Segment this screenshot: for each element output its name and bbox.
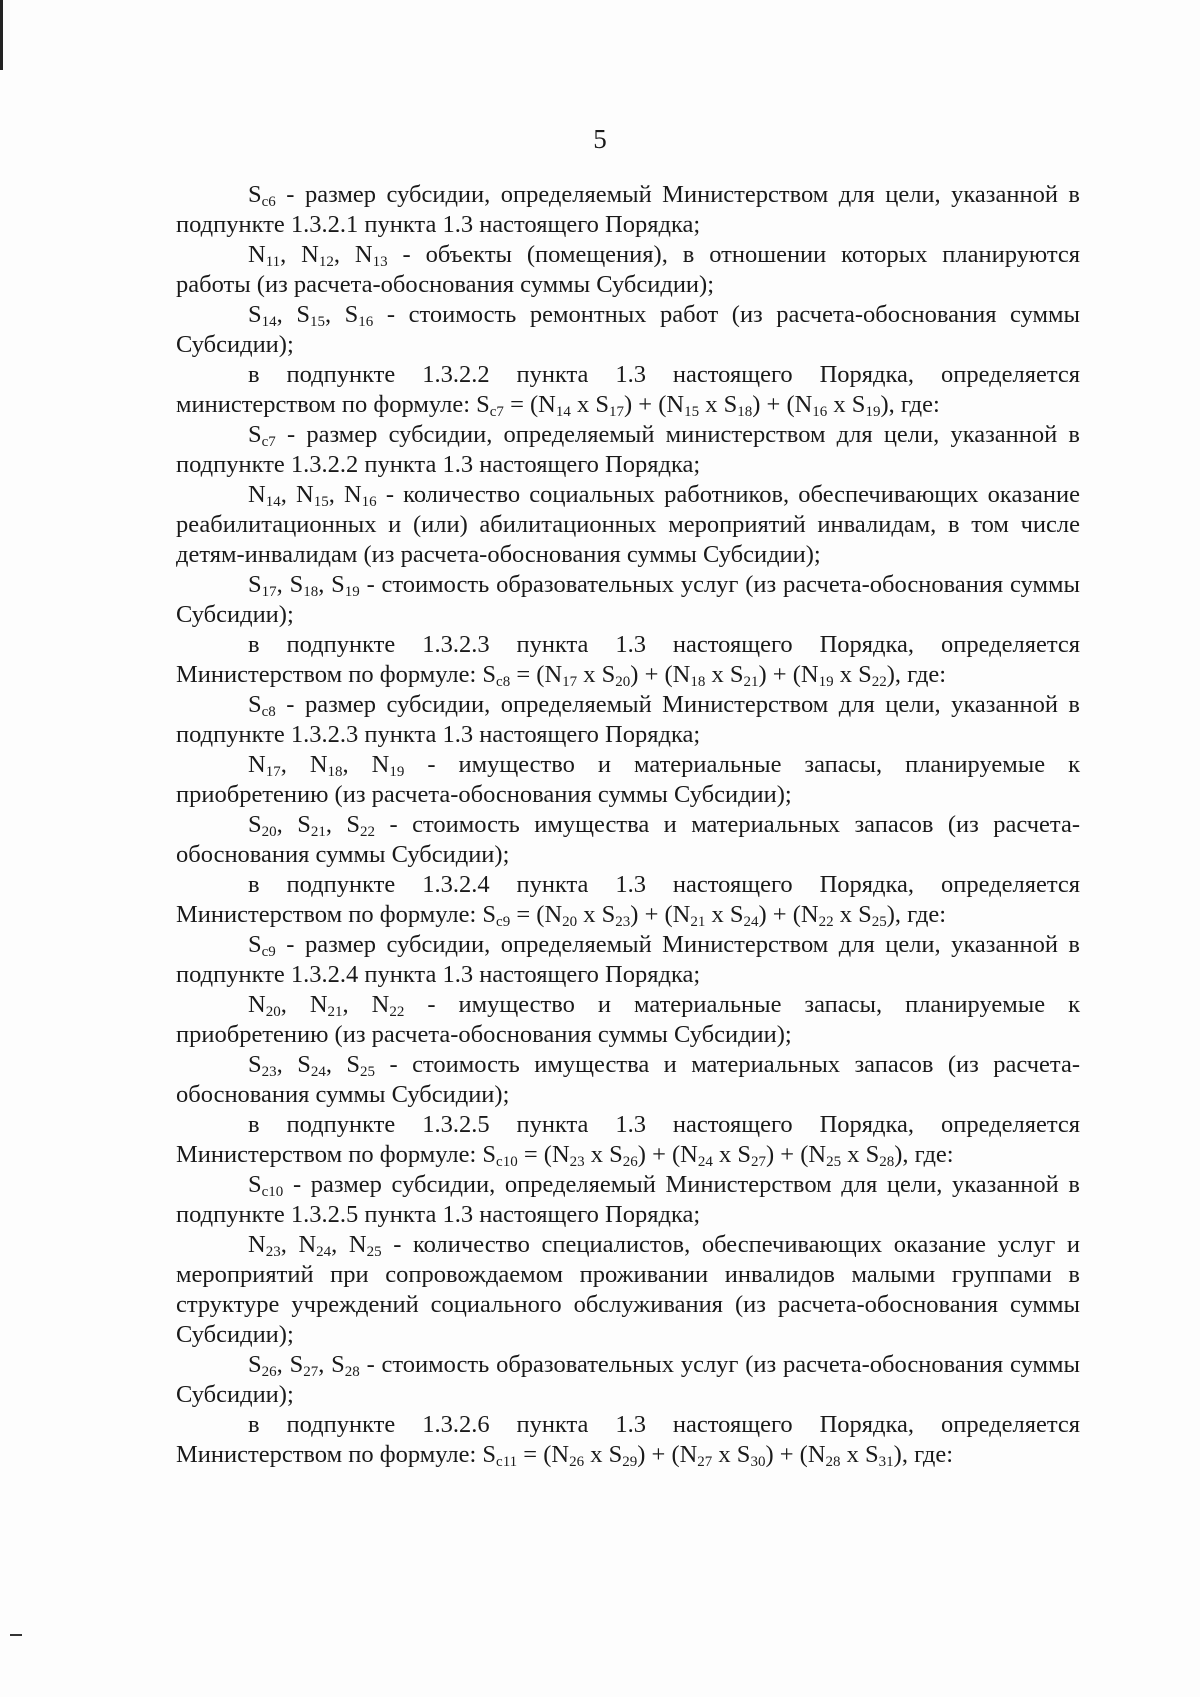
subscript: 24 bbox=[316, 1244, 332, 1260]
paragraph bbox=[176, 1170, 1080, 1230]
subscript: 27 bbox=[303, 1364, 319, 1380]
text-segment: - размер субсидии, определяемый Министерством для цели, указанной в подпункте 1.3.2.3 пункта 1.3 настоящего Порядка; bbox=[176, 691, 1080, 748]
text-segment: ), где: bbox=[894, 1141, 954, 1168]
subscript: c11 bbox=[496, 1454, 518, 1470]
subscript: 17 bbox=[261, 584, 277, 600]
text-segment: , N bbox=[280, 991, 328, 1018]
text-segment: - стоимость имущества и материальных запасов (из расчета-обоснования суммы Субсидии); bbox=[176, 811, 1080, 868]
paragraph bbox=[176, 240, 1080, 300]
subscript: 21 bbox=[690, 914, 706, 930]
text-segment: x S bbox=[841, 1141, 880, 1168]
subscript: 13 bbox=[372, 254, 388, 270]
text-segment: - имущество и материальные запасы, планируемые к приобретению (из расчета-обоснования суммы Субсидии); bbox=[176, 751, 1080, 808]
text-segment: ), где: bbox=[886, 661, 947, 688]
text-segment: , N bbox=[280, 241, 319, 268]
paragraph bbox=[176, 630, 1080, 690]
text-segment: x S bbox=[840, 1441, 879, 1468]
subscript: 14 bbox=[265, 494, 281, 510]
subscript: 21 bbox=[327, 1004, 343, 1020]
subscript: 20 bbox=[615, 674, 631, 690]
subscript: 20 bbox=[265, 1004, 281, 1020]
subscript: 16 bbox=[812, 404, 828, 420]
text-segment: ) + (N bbox=[765, 1441, 826, 1468]
text-segment: в подпункте 1.3.2.2 пункта 1.3 настоящего Порядка, определяется министерством по формуле: S bbox=[176, 361, 1080, 418]
text-segment: в подпункте 1.3.2.6 пункта 1.3 настоящего Порядка, определяется Министерством по формуле: S bbox=[176, 1411, 1080, 1468]
paragraph bbox=[176, 690, 1080, 750]
text-segment: , N bbox=[280, 751, 328, 778]
text-segment: - размер субсидии, определяемый Министерством для цели, указанной в подпункте 1.3.2.1 пункта 1.3 настоящего Порядка; bbox=[176, 181, 1080, 238]
text-segment: S bbox=[248, 421, 262, 448]
subscript: 21 bbox=[743, 674, 759, 690]
text-segment: - стоимость ремонтных работ (из расчета-обоснования суммы Субсидии); bbox=[176, 301, 1080, 358]
subscript: 28 bbox=[825, 1454, 841, 1470]
paragraph bbox=[176, 1350, 1080, 1410]
text-segment: , S bbox=[276, 571, 304, 598]
paragraph bbox=[176, 180, 1080, 240]
paragraph bbox=[176, 810, 1080, 870]
subscript: 24 bbox=[697, 1154, 713, 1170]
subscript: 26 bbox=[622, 1154, 638, 1170]
text-segment: ), где: bbox=[880, 391, 940, 418]
subscript: 17 bbox=[265, 764, 281, 780]
subscript: 24 bbox=[310, 1064, 326, 1080]
paragraph bbox=[176, 420, 1080, 480]
subscript: 14 bbox=[555, 404, 571, 420]
subscript: 22 bbox=[818, 914, 834, 930]
scan-margin-mark bbox=[10, 1634, 22, 1636]
text-segment: , S bbox=[276, 301, 310, 328]
paragraph bbox=[176, 360, 1080, 420]
text-segment: ) + (N bbox=[637, 1441, 698, 1468]
text-segment: ) + (N bbox=[752, 391, 813, 418]
subscript: 28 bbox=[879, 1154, 895, 1170]
text-segment: ) + (N bbox=[758, 661, 819, 688]
subscript: 19 bbox=[865, 404, 881, 420]
text-segment: ) + (N bbox=[758, 901, 819, 928]
text-segment: в подпункте 1.3.2.5 пункта 1.3 настоящего Порядка, определяется Министерством по формуле: S bbox=[176, 1111, 1080, 1168]
text-segment: N bbox=[248, 751, 266, 778]
text-segment: , S bbox=[276, 1051, 311, 1078]
text-segment: S bbox=[248, 1051, 262, 1078]
subscript: 20 bbox=[261, 824, 277, 840]
text-segment: S bbox=[248, 811, 262, 838]
subscript: 23 bbox=[261, 1064, 277, 1080]
text-segment: , N bbox=[328, 481, 362, 508]
subscript: 23 bbox=[569, 1154, 585, 1170]
subscript: 29 bbox=[622, 1454, 638, 1470]
paragraph bbox=[176, 300, 1080, 360]
subscript: 22 bbox=[871, 674, 887, 690]
text-segment: x S bbox=[833, 901, 872, 928]
text-segment: x S bbox=[705, 901, 744, 928]
subscript: 18 bbox=[327, 764, 343, 780]
text-segment: , S bbox=[276, 811, 311, 838]
paragraph bbox=[176, 1050, 1080, 1110]
subscript: 23 bbox=[615, 914, 631, 930]
subscript: c9 bbox=[261, 944, 276, 960]
text-segment: - размер субсидии, определяемый министерством для цели, указанной в подпункте 1.3.2.2 пункта 1.3 настоящего Порядка; bbox=[176, 421, 1080, 478]
text-segment: ), где: bbox=[886, 901, 947, 928]
text-segment: x S bbox=[577, 661, 616, 688]
text-segment: N bbox=[248, 241, 266, 268]
subscript: 26 bbox=[569, 1454, 585, 1470]
text-segment: в подпункте 1.3.2.3 пункта 1.3 настоящего Порядка, определяется Министерством по формуле: S bbox=[176, 631, 1080, 688]
subscript: 30 bbox=[750, 1454, 766, 1470]
subscript: 18 bbox=[737, 404, 753, 420]
paragraph bbox=[176, 1410, 1080, 1470]
subscript: 22 bbox=[389, 1004, 405, 1020]
text-segment: , S bbox=[318, 571, 345, 598]
text-segment: S bbox=[248, 301, 262, 328]
subscript: 16 bbox=[358, 314, 374, 330]
text-segment: , N bbox=[342, 751, 390, 778]
subscript: 28 bbox=[344, 1364, 360, 1380]
text-segment: - количество социальных работников, обеспечивающих оказание реабилитационных и (или) абилитационных мероприятий инвалидам, в том числе детям-инвалидам (из расчета-обоснования суммы Субсидии); bbox=[176, 481, 1080, 568]
text-segment: S bbox=[248, 1351, 262, 1378]
text-segment: , N bbox=[333, 241, 373, 268]
subscript: 20 bbox=[562, 914, 578, 930]
text-segment: x S bbox=[699, 391, 738, 418]
text-segment: ) + (N bbox=[624, 391, 685, 418]
text-segment: = (N bbox=[510, 661, 563, 688]
text-segment: - имущество и материальные запасы, планируемые к приобретению (из расчета-обоснования суммы Субсидии); bbox=[176, 991, 1080, 1048]
subscript: 25 bbox=[366, 1244, 382, 1260]
text-segment: ) + (N bbox=[630, 661, 691, 688]
subscript: c6 bbox=[261, 194, 276, 210]
text-segment: , N bbox=[280, 1231, 317, 1258]
text-segment: x S bbox=[584, 1141, 623, 1168]
subscript: c7 bbox=[261, 434, 276, 450]
subscript: 15 bbox=[313, 494, 329, 510]
text-segment: S bbox=[248, 181, 262, 208]
text-segment: - стоимость образовательных услуг (из расчета-обоснования суммы Субсидии); bbox=[176, 1351, 1080, 1408]
text-segment: N bbox=[248, 1231, 266, 1258]
text-segment: , S bbox=[325, 811, 361, 838]
text-segment: - размер субсидии, определяемый Министерством для цели, указанной в подпункте 1.3.2.5 пункта 1.3 настоящего Порядка; bbox=[176, 1171, 1080, 1228]
subscript: 25 bbox=[360, 1064, 376, 1080]
text-segment: = (N bbox=[517, 1141, 570, 1168]
paragraph bbox=[176, 750, 1080, 810]
paragraph bbox=[176, 870, 1080, 930]
text-segment: x S bbox=[712, 1441, 751, 1468]
paragraph bbox=[176, 1110, 1080, 1170]
text-segment: = (N bbox=[510, 901, 563, 928]
subscript: 15 bbox=[309, 314, 325, 330]
text-segment: , S bbox=[276, 1351, 304, 1378]
text-segment: , N bbox=[331, 1231, 367, 1258]
subscript: 15 bbox=[684, 404, 700, 420]
text-segment: - количество специалистов, обеспечивающих оказание услуг и мероприятий при сопровождаемом проживании инвалидов малыми группами в структуре учреждений социального обслуживания (из расчета-обоснования суммы Субсидии); bbox=[176, 1231, 1080, 1348]
text-segment: ) + (N bbox=[637, 1141, 698, 1168]
subscript: 25 bbox=[871, 914, 887, 930]
paragraph bbox=[176, 930, 1080, 990]
subscript: 18 bbox=[690, 674, 706, 690]
text-segment: ) + (N bbox=[766, 1141, 827, 1168]
subscript: 19 bbox=[389, 764, 405, 780]
paragraph bbox=[176, 480, 1080, 570]
subscript: 21 bbox=[310, 824, 326, 840]
paragraph bbox=[176, 1230, 1080, 1350]
text-segment: - стоимость образовательных услуг (из расчета-обоснования суммы Субсидии); bbox=[176, 571, 1080, 628]
subscript: 27 bbox=[751, 1154, 766, 1170]
subscript: 19 bbox=[344, 584, 360, 600]
subscript: c10 bbox=[496, 1154, 518, 1170]
text-segment: - размер субсидии, определяемый Министерством для цели, указанной в подпункте 1.3.2.4 пункта 1.3 настоящего Порядка; bbox=[176, 931, 1080, 988]
subscript: 18 bbox=[303, 584, 319, 600]
text-segment: , S bbox=[324, 301, 359, 328]
text-segment: - стоимость имущества и материальных запасов (из расчета-обоснования суммы Субсидии); bbox=[176, 1051, 1080, 1108]
subscript: 22 bbox=[360, 824, 376, 840]
text-segment: , N bbox=[342, 991, 390, 1018]
text-segment: N bbox=[248, 991, 266, 1018]
paragraph bbox=[176, 990, 1080, 1050]
paragraph bbox=[176, 570, 1080, 630]
subscript: c8 bbox=[496, 674, 511, 690]
text-segment: S bbox=[248, 1171, 262, 1198]
text-segment: x S bbox=[570, 391, 609, 418]
text-segment: x S bbox=[833, 661, 872, 688]
subscript: 25 bbox=[826, 1154, 842, 1170]
subscript: 17 bbox=[562, 674, 578, 690]
subscript: c7 bbox=[489, 404, 504, 420]
subscript: 12 bbox=[318, 254, 334, 270]
text-segment: S bbox=[248, 931, 262, 958]
text-segment: x S bbox=[705, 661, 744, 688]
subscript: 11 bbox=[265, 254, 281, 270]
text-segment: N bbox=[248, 481, 266, 508]
text-segment: = (N bbox=[503, 391, 556, 418]
text-segment: S bbox=[248, 571, 262, 598]
subscript: 26 bbox=[261, 1364, 277, 1380]
text-segment: S bbox=[248, 691, 262, 718]
subscript: c9 bbox=[496, 914, 511, 930]
page-number: 5 bbox=[593, 124, 607, 154]
text-segment: x S bbox=[584, 1441, 623, 1468]
text-segment: x S bbox=[827, 391, 866, 418]
scan-edge-mark bbox=[0, 0, 3, 70]
text-segment: ), где: bbox=[893, 1441, 954, 1468]
subscript: 24 bbox=[743, 914, 759, 930]
subscript: 23 bbox=[265, 1244, 281, 1260]
subscript: 16 bbox=[361, 494, 377, 510]
text-segment: = (N bbox=[517, 1441, 570, 1468]
subscript: 19 bbox=[818, 674, 834, 690]
text-segment: в подпункте 1.3.2.4 пункта 1.3 настоящего Порядка, определяется Министерством по формуле: S bbox=[176, 871, 1080, 928]
text-segment: x S bbox=[577, 901, 616, 928]
subscript: 17 bbox=[609, 404, 624, 420]
text-segment: - объекты (помещения), в отношении которых планируются работы (из расчета-обоснования суммы Субсидии); bbox=[176, 241, 1081, 298]
subscript: 14 bbox=[261, 314, 277, 330]
document-body bbox=[176, 180, 1080, 1470]
subscript: c8 bbox=[261, 704, 276, 720]
subscript: c10 bbox=[261, 1184, 284, 1200]
text-segment: ) + (N bbox=[630, 901, 691, 928]
text-segment: x S bbox=[712, 1141, 751, 1168]
text-segment: , S bbox=[325, 1051, 361, 1078]
text-segment: , N bbox=[280, 481, 314, 508]
subscript: 31 bbox=[878, 1454, 894, 1470]
text-segment: , S bbox=[318, 1351, 345, 1378]
subscript: 27 bbox=[697, 1454, 713, 1470]
